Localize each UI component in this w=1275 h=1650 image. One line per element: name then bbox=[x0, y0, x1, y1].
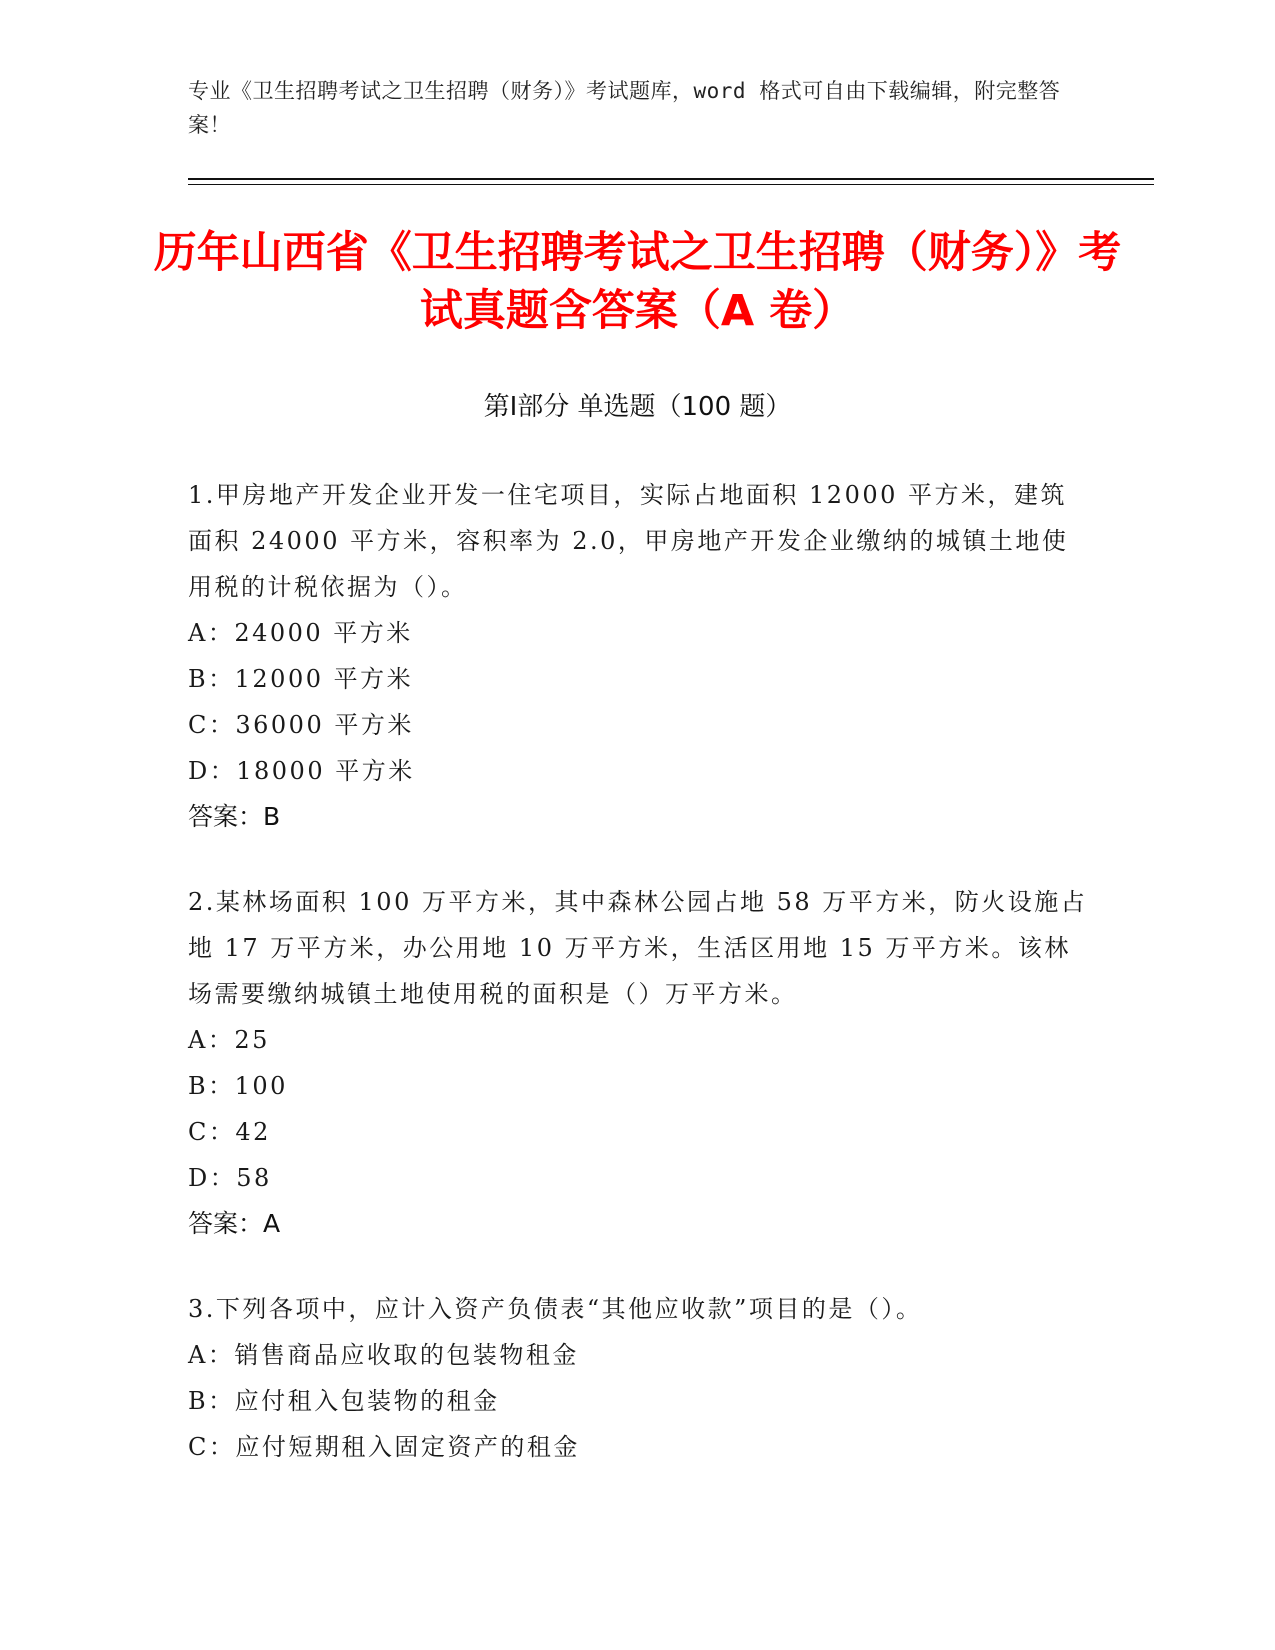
option-d: D：58 bbox=[188, 1164, 272, 1192]
document-title: 历年山西省《卫生招聘考试之卫生招聘（财务）》考试真题含答案（A 卷） bbox=[153, 228, 1122, 336]
option-b: B：12000 平方米 bbox=[188, 665, 414, 693]
option-d: D：18000 平方米 bbox=[188, 757, 415, 785]
option-a: A：25 bbox=[188, 1026, 270, 1054]
section-title: 第Ⅰ部分 单选题（100 题） bbox=[483, 392, 792, 422]
answer: 答案：A bbox=[188, 1209, 281, 1238]
question-stem: 2.某林场面积 100 万平方米，其中森林公园占地 58 万平方米，防火设施占地 17 万平方米，办公用地 10 万平方米，生活区用地 15 万平方米。该林场需要缴纳城镇土地使用税的面积是（）万平方米。 bbox=[188, 888, 1088, 1008]
option-a: A：24000 平方米 bbox=[188, 619, 413, 647]
answer: 答案：B bbox=[188, 802, 281, 831]
header-note: 专业《卫生招聘考试之卫生招聘（财务）》考试题库，word 格式可自由下载编辑，附完整答案！ bbox=[188, 79, 1061, 137]
option-b: B：应付租入包装物的租金 bbox=[188, 1387, 500, 1415]
question-1 bbox=[188, 472, 1088, 840]
option-c: C：36000 平方米 bbox=[188, 711, 414, 739]
option-c: C：42 bbox=[188, 1118, 271, 1146]
option-b: B：100 bbox=[188, 1072, 288, 1100]
header-rule bbox=[188, 178, 1154, 180]
question-stem: 1.甲房地产开发企业开发一住宅项目，实际占地面积 12000 平方米，建筑面积 24000 平方米，容积率为 2.0，甲房地产开发企业缴纳的城镇土地使用税的计税依据为（）。 bbox=[188, 481, 1069, 601]
question-3 bbox=[188, 1286, 1088, 1470]
option-a: A：销售商品应收取的包装物租金 bbox=[188, 1341, 579, 1369]
header-rule-thin bbox=[188, 184, 1154, 185]
question-stem: 3.下列各项中，应计入资产负债表“其他应收款”项目的是（）。 bbox=[188, 1295, 923, 1323]
option-c: C：应付短期租入固定资产的租金 bbox=[188, 1433, 580, 1461]
question-2 bbox=[188, 879, 1088, 1247]
